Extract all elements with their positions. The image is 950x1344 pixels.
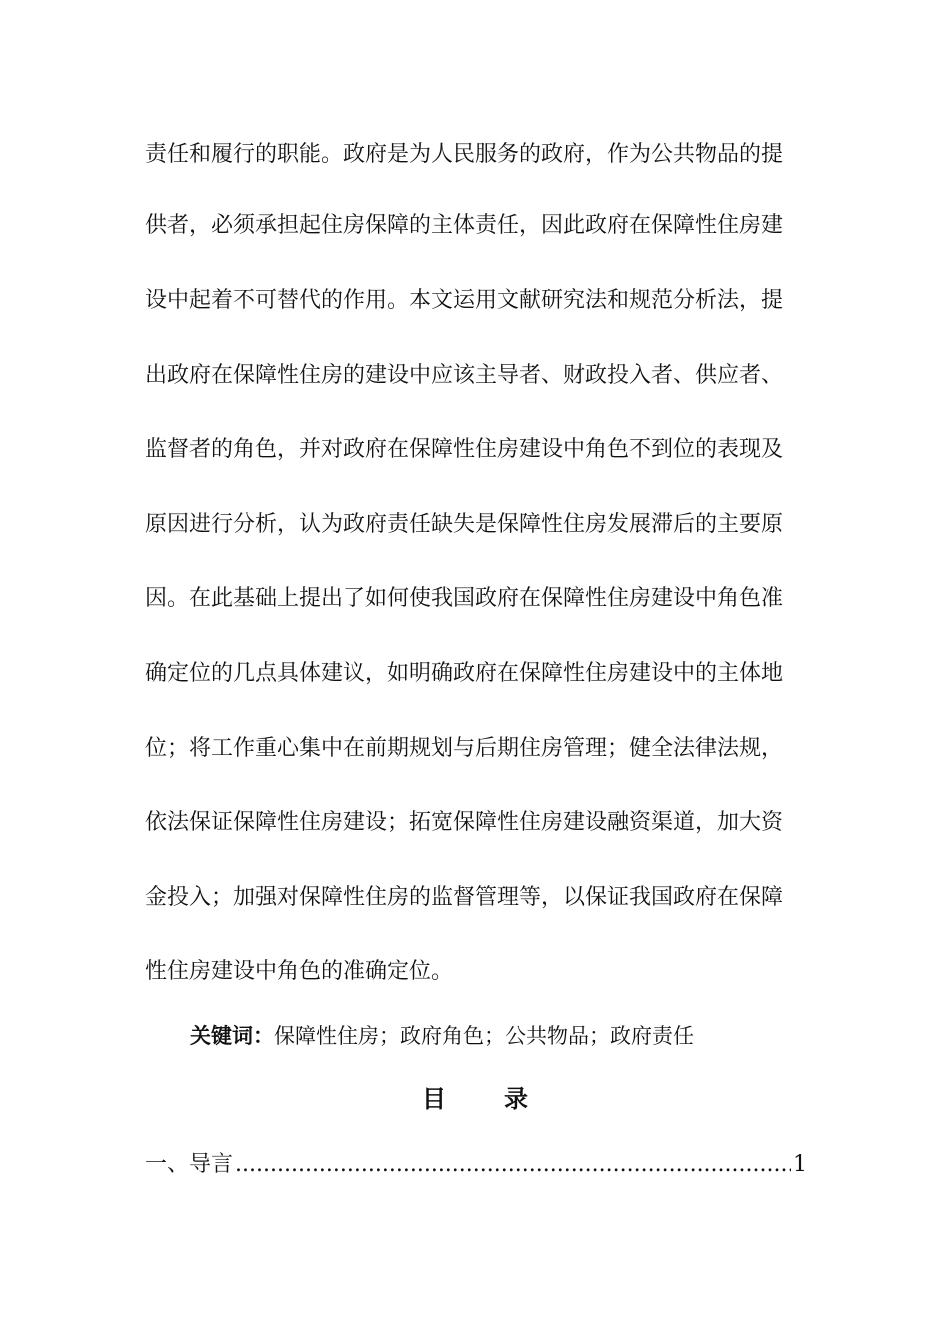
abstract-line: 出政府在保障性住房的建设中应该主导者、财政投入者、供应者、 bbox=[145, 363, 784, 388]
toc-title-char: 录 bbox=[504, 1085, 528, 1113]
abstract-line: 设中起着不可替代的作用。本文运用文献研究法和规范分析法，提 bbox=[145, 288, 784, 313]
keywords-label: 关键词： bbox=[190, 1024, 274, 1048]
toc-entry[interactable] bbox=[145, 1150, 807, 1180]
abstract-line: 责任和履行的职能。政府是为人民服务的政府，作为公共物品的提 bbox=[145, 142, 784, 167]
abstract-line: 位；将工作重心集中在前期规划与后期住房管理；健全法律法规， bbox=[145, 736, 784, 761]
abstract-line: 性住房建设中角色的准确定位。 bbox=[145, 959, 454, 984]
toc-title bbox=[0, 1083, 950, 1115]
abstract-line: 原因进行分析，认为政府责任缺失是保障性住房发展滞后的主要原 bbox=[145, 512, 784, 537]
toc-entry-page: 1 bbox=[793, 1152, 807, 1177]
abstract-line: 确定位的几点具体建议，如明确政府在保障性住房建设中的主体地 bbox=[145, 661, 784, 686]
toc-title-char: 目 bbox=[422, 1085, 446, 1113]
abstract-line: 因。在此基础上提出了如何使我国政府在保障性住房建设中角色准 bbox=[145, 586, 784, 611]
toc-leader-dots bbox=[235, 1150, 791, 1180]
keywords-value: 保障性住房；政府角色；公共物品；政府责任 bbox=[274, 1024, 694, 1048]
toc-entry-label: 一、导言 bbox=[145, 1152, 234, 1177]
abstract-line: 监督者的角色，并对政府在保障性住房建设中角色不到位的表现及 bbox=[145, 437, 784, 462]
abstract-line: 金投入；加强对保障性住房的监督管理等，以保证我国政府在保障 bbox=[145, 885, 784, 910]
abstract-line: 依法保证保障性住房建设；拓宽保障性住房建设融资渠道，加大资 bbox=[145, 810, 784, 835]
keywords bbox=[190, 1021, 694, 1051]
abstract-line: 供者，必须承担起住房保障的主体责任，因此政府在保障性住房建 bbox=[145, 213, 784, 238]
